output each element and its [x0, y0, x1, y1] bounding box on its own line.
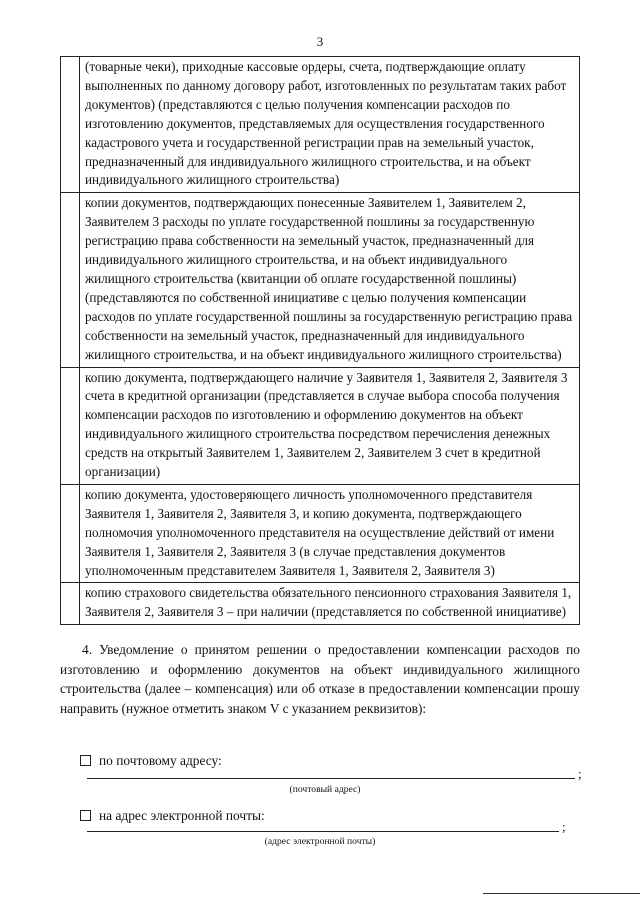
email-option-label: на адрес электронной почты:	[99, 808, 265, 823]
notification-paragraph: 4. Уведомление о принятом решении о предоставлении компенсации расходов по изготовлению и оформлению документов на объект индивидуального жилищного строительства (далее – компенсация) или об отказе в предоставлении компенсации прошу направить (нужное отметить знаком V с указанием реквизитов):	[60, 642, 580, 716]
postal-checkbox[interactable]	[80, 755, 91, 766]
email-checkbox[interactable]	[80, 810, 91, 821]
table-row	[61, 484, 580, 583]
email-option[interactable]	[80, 807, 265, 825]
postal-option-label: по почтовому адресу:	[99, 753, 222, 768]
postal-option[interactable]	[80, 752, 222, 770]
postal-address-field[interactable]	[87, 778, 575, 779]
table-row	[61, 367, 580, 484]
row-mark-cell	[61, 57, 80, 193]
row-text: (товарные чеки), приходные кассовые ордеры, счета, подтверждающие оплату выполненных по данному договору работ, изготовленных по результатам таких работ документов) (представляются с целью получения компенсации расходов по изготовлению документов, представляемых для осуществления государственного кадастрового учета и государственной регистрации прав на земельный участок, предназначенный для индивидуального жилищного строительства, и на объект индивидуального жилищного строительства)	[80, 57, 580, 193]
table-row	[61, 193, 580, 367]
table-row	[61, 57, 580, 193]
page-number: 3	[316, 34, 324, 49]
row-text: копии документов, подтверждающих понесенные Заявителем 1, Заявителем 2, Заявителем 3 расходы по уплате государственной пошлины за государственную регистрацию права собственности на земельный участок, предназначенный для индивидуального жилищного строительства, и на объект индивидуального жилищного строительства (квитанции об оплате государственной пошлины) (представляются по собственной инициативе с целью получения компенсации расходов по уплате государственной пошлины за государственную регистрацию права собственности на земельный участок, предназначенный для индивидуального жилищного строительства, и на объект индивидуального жилищного строительства)	[80, 193, 580, 367]
row-text: копию документа, удостоверяющего личность уполномоченного представителя Заявителя 1, Заявителя 2, Заявителя 3, и копию документа, подтверждающего полномочия уполномоченного представителя на осуществление действий от имени Заявителя 1, Заявителя 2, Заявителя 3 (в случае представления документов уполномоченным представителем Заявителя 1, Заявителя 2, Заявителя 3)	[80, 484, 580, 583]
table-row	[61, 583, 580, 625]
row-mark-cell	[61, 484, 80, 583]
postal-address-caption: (почтовый адрес)	[289, 784, 361, 795]
row-mark-cell	[61, 193, 80, 367]
footer-rule	[483, 893, 640, 894]
row-mark-cell	[61, 583, 80, 625]
row-text: копию страхового свидетельства обязательного пенсионного страхования Заявителя 1, Заявителя 2, Заявителя 3 – при наличии (представляется по собственной инициативе)	[80, 583, 580, 625]
postal-field-end: ;	[578, 766, 582, 781]
documents-table	[60, 56, 580, 625]
email-address-field[interactable]	[87, 831, 559, 832]
email-address-caption: (адрес электронной почты)	[264, 836, 376, 847]
row-mark-cell	[61, 367, 80, 484]
email-field-end: ;	[562, 819, 566, 834]
row-text: копию документа, подтверждающего наличие у Заявителя 1, Заявителя 2, Заявителя 3 счета в кредитной организации (представляется в случае выбора способа получения компенсации расходов по изготовлению и оформлению документов на объект индивидуального жилищного строительства посредством перечисления денежных средств на открытый Заявителем 1, Заявителем 2, Заявителем 3 счет в кредитной организации)	[80, 367, 580, 484]
